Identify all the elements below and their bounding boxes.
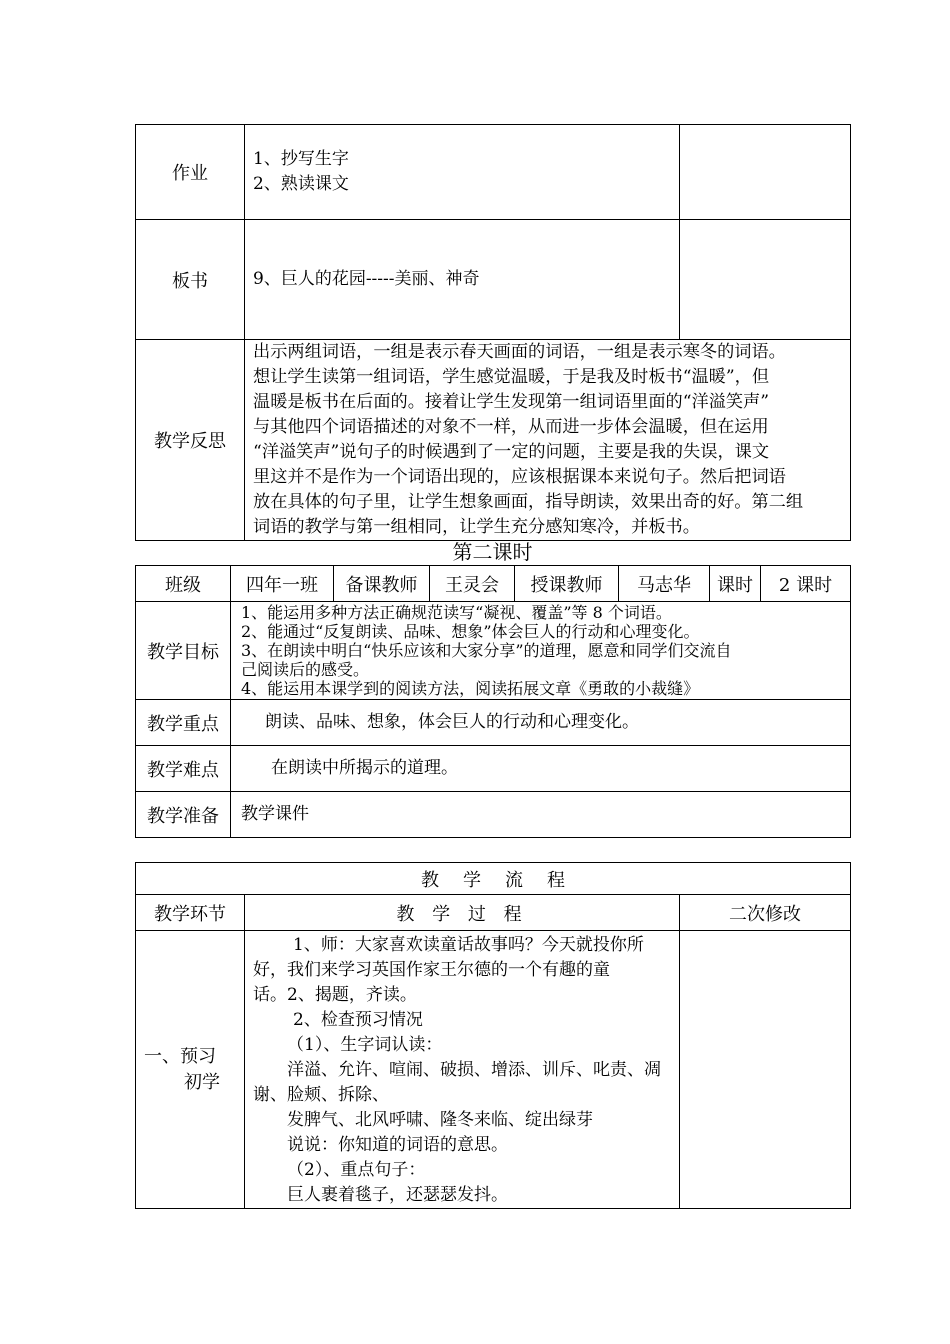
reflection-line: 里这并不是作为一个词语出现的，应该根据课本来说句子。然后把词语 [253, 467, 786, 487]
stage1-revision-cell [680, 931, 851, 1209]
teach-teacher-label: 授课教师 [515, 566, 619, 602]
difficulty-label: 教学难点 [136, 746, 231, 792]
process-line: 话。2、揭题，齐读。 [253, 985, 417, 1005]
process-line: （1）、生字词认读： [287, 1035, 443, 1055]
goal-item: 3、在朗读中明白“快乐应该和大家分享”的道理，愿意和同学们交流自 [241, 641, 732, 660]
lesson-info-table [135, 565, 851, 838]
focus-value: 朗读、品味、想象，体会巨人的行动和心理变化。 [231, 700, 851, 746]
prep-teacher-value: 王灵会 [430, 566, 515, 602]
reflection-line: 词语的教学与第一组相同，让学生充分感知寒冷，并板书。 [253, 517, 700, 537]
homework-row [136, 125, 851, 220]
stage1-process [245, 931, 680, 1209]
preparation-value: 教学课件 [231, 792, 851, 838]
process-line: 谢、脸颊、拆除、 [253, 1085, 389, 1105]
info-header-row [136, 566, 851, 602]
lesson-summary-table [135, 124, 851, 541]
process-line: 巨人裹着毯子，还瑟瑟发抖。 [287, 1185, 508, 1205]
reflection-line: 出示两组词语，一组是表示春天画面的词语，一组是表示寒冬的词语。 [253, 342, 786, 362]
process-line: 洋溢、允许、喧闹、破损、增添、训斥、叱责、凋 [287, 1060, 661, 1080]
difficulty-row [136, 746, 851, 792]
prep-teacher-label: 备课教师 [334, 566, 430, 602]
process-line: 说说：你知道的词语的意思。 [287, 1135, 508, 1155]
stage1-label-line: 一、预习 [144, 1045, 216, 1067]
goals-content [231, 602, 851, 700]
goal-item: 己阅读后的感受。 [241, 660, 370, 679]
stage1-row [136, 931, 851, 1209]
blackboard-label: 板书 [136, 220, 245, 340]
stage1-label-line: 初学 [184, 1071, 220, 1093]
homework-item: 2、熟读课文 [253, 174, 349, 194]
blackboard-revision-cell [680, 220, 851, 340]
difficulty-value: 在朗读中所揭示的道理。 [231, 746, 851, 792]
reflection-line: 温暖是板书在后面的。接着让学生发现第一组词语里面的“洋溢笑声” [253, 392, 770, 412]
stage-column-header: 教学环节 [136, 895, 245, 931]
homework-revision-cell [680, 125, 851, 220]
reflection-label: 教学反思 [136, 340, 245, 541]
flow-title-row [136, 863, 851, 895]
goals-row [136, 602, 851, 700]
class-value: 四年一班 [231, 566, 334, 602]
goal-item: 4、能运用本课学到的阅读方法，阅读拓展文章《勇敢的小裁缝》 [241, 679, 700, 698]
stage1-label [136, 931, 245, 1209]
process-line: 1、师：大家喜欢读童话故事吗？今天就投你所 [293, 935, 644, 955]
process-line: 好，我们来学习英国作家王尔德的一个有趣的童 [253, 960, 610, 980]
preparation-label: 教学准备 [136, 792, 231, 838]
process-line: 2、检查预习情况 [293, 1010, 423, 1030]
teaching-flow-table [135, 862, 851, 1209]
reflection-content [245, 340, 851, 541]
process-line: 发脾气、北风呼啸、隆冬来临、绽出绿芽 [287, 1110, 593, 1130]
reflection-line: 想让学生读第一组词语，学生感觉温暖，于是我及时板书“温暖”，但 [253, 367, 770, 387]
homework-content [245, 125, 680, 220]
blackboard-content: 9、巨人的花园-----美丽、神奇 [245, 220, 680, 340]
hours-label: 课时 [710, 566, 761, 602]
homework-item: 1、抄写生字 [253, 149, 349, 169]
process-line: （2）、重点句子： [287, 1160, 426, 1180]
goals-label: 教学目标 [136, 602, 231, 700]
preparation-row [136, 792, 851, 838]
focus-row [136, 700, 851, 746]
goal-item: 1、能运用多种方法正确规范读写“凝视、覆盖”等 8 个词语。 [241, 603, 672, 622]
revision-column-header: 二次修改 [680, 895, 851, 931]
flow-header-row [136, 895, 851, 931]
blackboard-row [136, 220, 851, 340]
flow-title: 教学流程 [136, 863, 851, 895]
reflection-line: “洋溢笑声”说句子的时候遇到了一定的问题，主要是我的失误，课文 [253, 442, 770, 462]
homework-label: 作业 [136, 125, 245, 220]
section-title: 第二课时 [452, 540, 533, 564]
class-label: 班级 [136, 566, 231, 602]
reflection-line: 放在具体的句子里，让学生想象画面，指导朗读，效果出奇的好。第二组 [253, 492, 804, 512]
goal-item: 2、能通过“反复朗读、品味、想象”体会巨人的行动和心理变化。 [241, 622, 700, 641]
process-column-header: 教 学 过 程 [245, 895, 680, 931]
reflection-line: 与其他四个词语描述的对象不一样，从而进一步体会温暖，但在运用 [253, 417, 769, 437]
teach-teacher-value: 马志华 [619, 566, 710, 602]
hours-value: 2 课时 [761, 566, 851, 602]
reflection-row [136, 340, 851, 541]
focus-label: 教学重点 [136, 700, 231, 746]
